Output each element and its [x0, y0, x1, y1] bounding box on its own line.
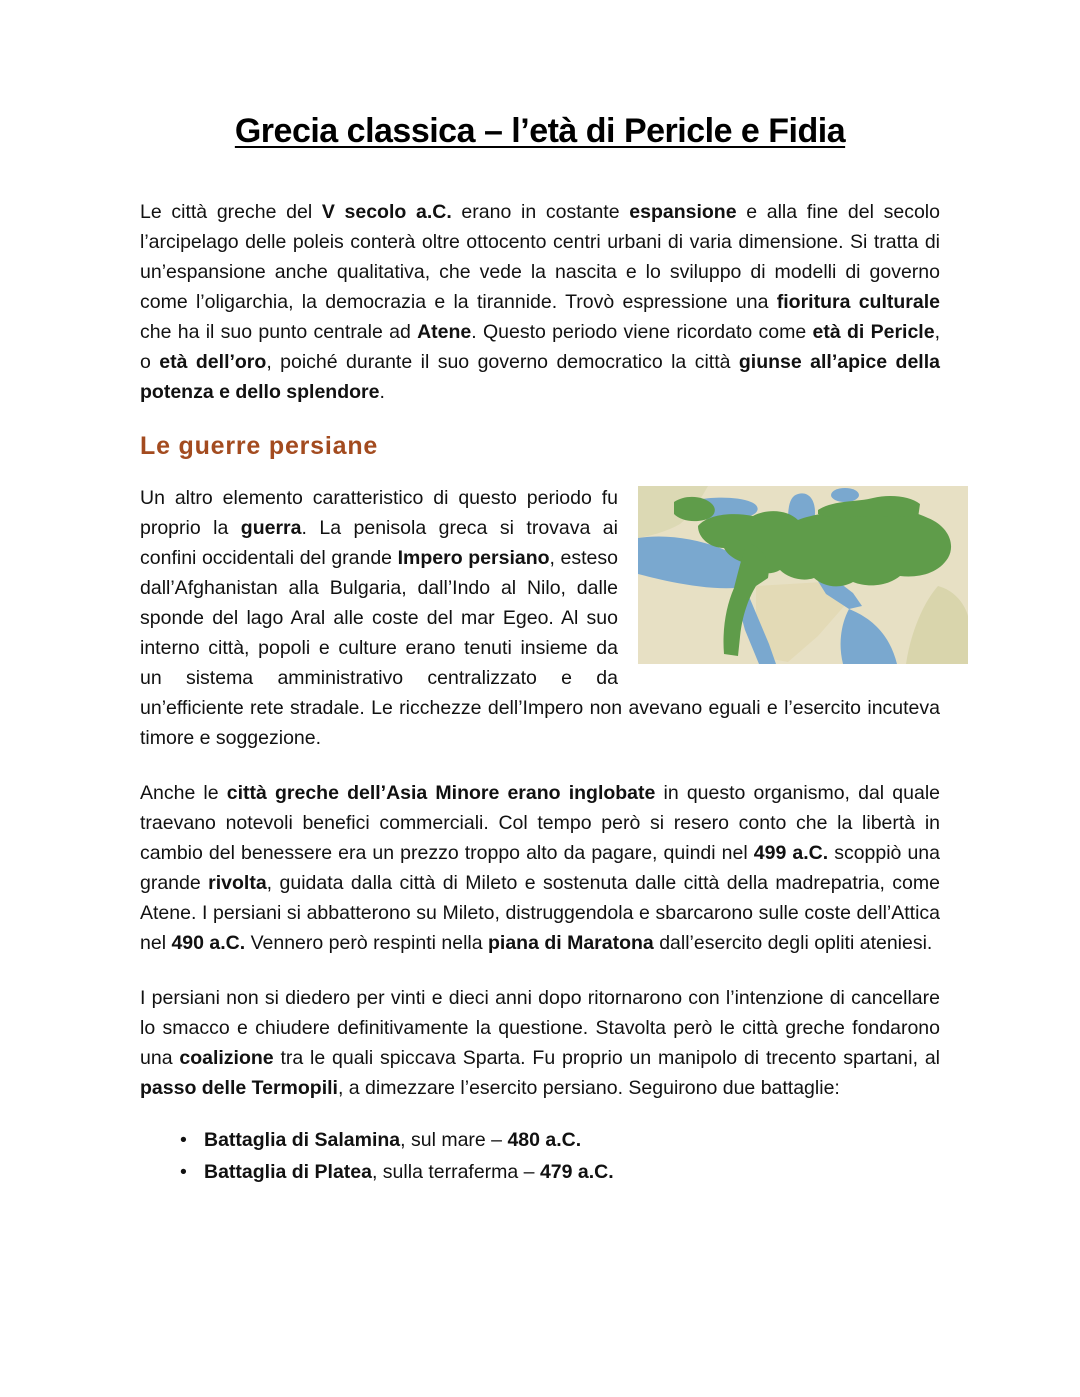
battle-list-item-platea: • Battaglia di Platea, sulla terraferma – 479 a.C. [178, 1156, 940, 1188]
document-title-text: Grecia classica – l’età di Pericle e Fidia [234, 112, 846, 150]
section-heading-le-guerre-persiane: Le guerre persiane [140, 432, 379, 460]
paragraph-second-invasion: I persiani non si diedero per vinti e dieci anni dopo ritornarono con l’intenzione di cancellare lo smacco e chiudere definitivamente la questione. Stavolta però le città greche fondarono una coalizione tra le quali spiccava Sparta. Fu proprio un manipolo di trecento spartani, al passo delle Termopili, a dimezzare l’esercito persiano. Seguirono due battaglie: [140, 987, 941, 1099]
persian-empire-map-image [638, 486, 968, 664]
paragraph-intro: Le città greche del V secolo a.C. erano in costante espansione e alla fine del secolo l’arcipelago delle poleis conterà oltre ottocento centri urbani di varia dimensione. Si tratta di un’espansione anche qualitativa, che vede la nascita e lo sviluppo di modelli di governo come l’oligarchia, la democrazia e la tirannide. Trovò espressione una fioritura culturale che ha il suo punto centrale ad Atene. Questo periodo viene ricordato come età di Pericle, o età dell’oro, poiché durante il suo governo democratico la città giunse all’apice della potenza e dello splendore. [140, 201, 940, 403]
battles-list [178, 1124, 940, 1188]
persian-empire-map-graphic [638, 486, 968, 664]
paragraph-persian-empire [140, 483, 940, 753]
battle-list-item-salamina: • Battaglia di Salamina, sul mare – 480 a.C. [178, 1124, 940, 1156]
paragraph-ionian-revolt: Anche le città greche dell’Asia Minore erano inglobate in questo organismo, dal quale traevano notevoli benefici commerciali. Col tempo però si resero conto che la libertà in cambio del benessere era un prezzo troppo alto da pagare, quindi nel 499 a.C. scoppiò una grande rivolta, guidata dalla città di Mileto e sostenuta dalle città della madrepatria, come Atene. I persiani si abbatterono su Mileto, distruggendola e sbarcarono sulle coste dell’Attica nel 490 a.C. Vennero però respinti nella piana di Maratona dall’esercito degli opliti ateniesi. [140, 782, 940, 954]
map-aral-lake [831, 488, 859, 502]
paragraph-persian-empire-text: Un altro elemento caratteristico di questo periodo fu proprio la guerra. La penisola greca si trovava ai confini occidentali del grande Impero persiano, esteso dall’Afghanistan alla Bulgaria, dall’Indo al Nilo, dalle sponde del lago Aral alle coste del mar Egeo. Al suo interno città, popoli e culture erano tenuti insieme da un sistema amministrativo centralizzato e da un’efficiente rete stradale. Le ricchezze dell’Impero non avevano eguali e l’esercito incuteva timore e soggezione. [140, 487, 940, 749]
document-title [140, 112, 940, 151]
